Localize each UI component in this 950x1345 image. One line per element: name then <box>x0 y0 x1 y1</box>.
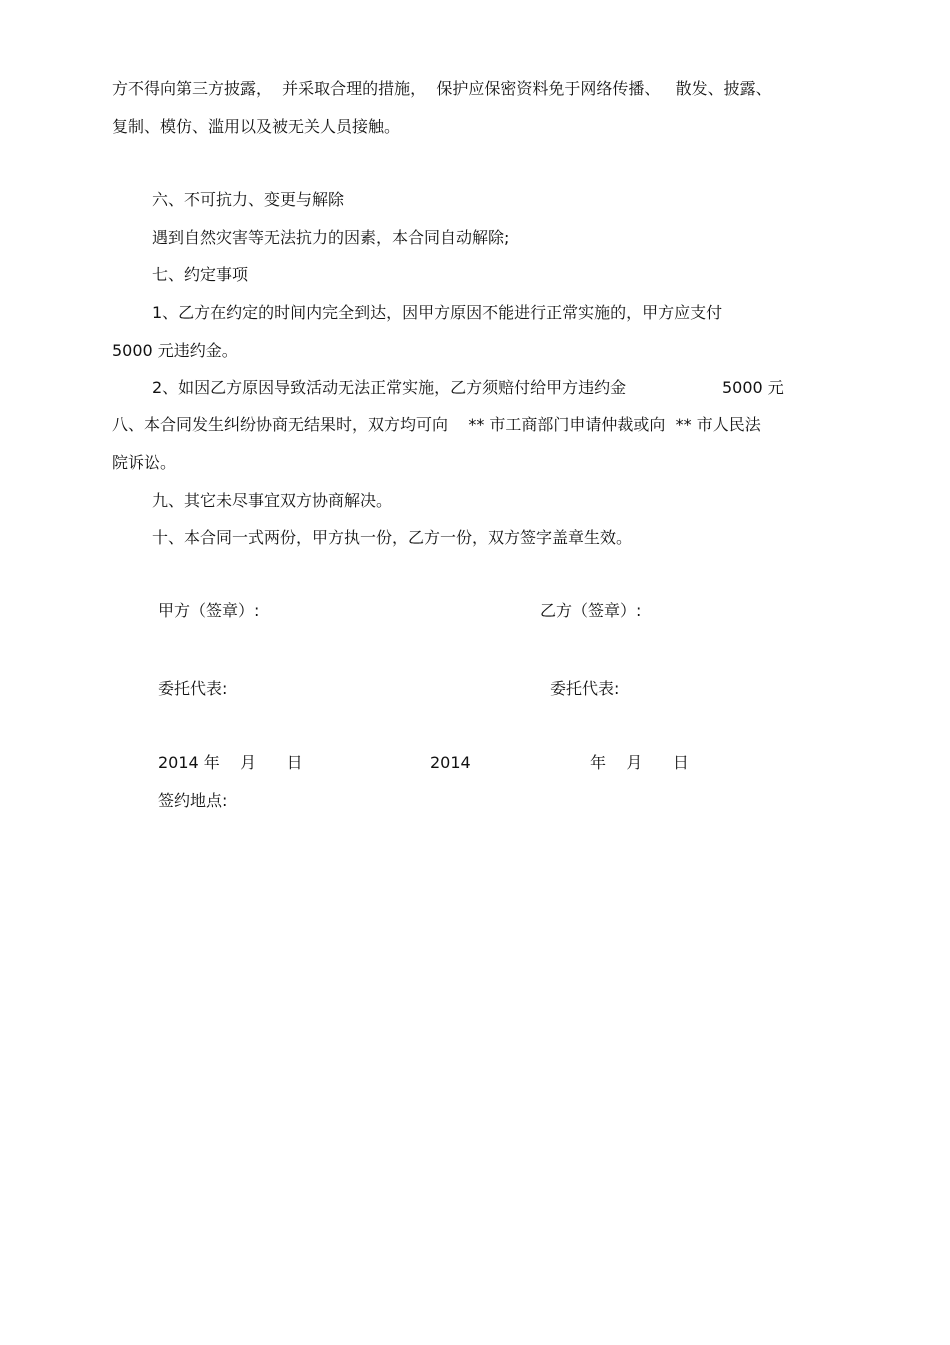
paragraph-continuation-line-2: 复制、模仿、滥用以及被无关人员接触。 <box>112 117 401 136</box>
party-b-date-rest: 年 月 日 <box>590 753 689 772</box>
section-6-heading: 六、不可抗力、变更与解除 <box>152 190 345 209</box>
section-7-item-1-line-1: 1、乙方在约定的时间内完全到达，因甲方原因不能进行正常实施的，甲方应支付 <box>152 303 723 322</box>
section-7-item-2-amount: 5000 元 <box>722 378 784 397</box>
section-7-item-2-text: 2、如因乙方原因导致活动无法正常实施，乙方须赔付给甲方违约金 <box>152 378 627 397</box>
party-b-rep-label: 委托代表: <box>550 679 620 698</box>
section-10: 十、本合同一式两份，甲方执一份，乙方一份，双方签字盖章生效。 <box>152 528 633 547</box>
party-a-rep-label: 委托代表: <box>158 679 228 698</box>
party-a-date: 2014 年 月 日 <box>158 753 303 772</box>
party-b-seal-label: 乙方（签章）: <box>540 601 642 620</box>
section-8-line-2: 院诉讼。 <box>112 453 177 472</box>
signing-location-label: 签约地点: <box>158 791 228 810</box>
party-b-date-year: 2014 <box>430 753 471 772</box>
section-7-heading: 七、约定事项 <box>152 265 249 284</box>
paragraph-continuation-line-1: 方不得向第三方披露， 并采取合理的措施， 保护应保密资料免于网络传播、 散发、披露、 <box>112 79 772 98</box>
section-8-line-1: 八、本合同发生纠纷协商无结果时，双方均可向 ** 市工商部门申请仲裁或向 ** 市人民法 <box>112 415 761 434</box>
section-9: 九、其它未尽事宜双方协商解决。 <box>152 491 393 510</box>
section-7-item-1-line-2: 5000 元违约金。 <box>112 341 238 360</box>
section-6-body: 遇到自然灾害等无法抗力的因素，本合同自动解除; <box>152 228 510 247</box>
party-a-seal-label: 甲方（签章）: <box>158 601 260 620</box>
